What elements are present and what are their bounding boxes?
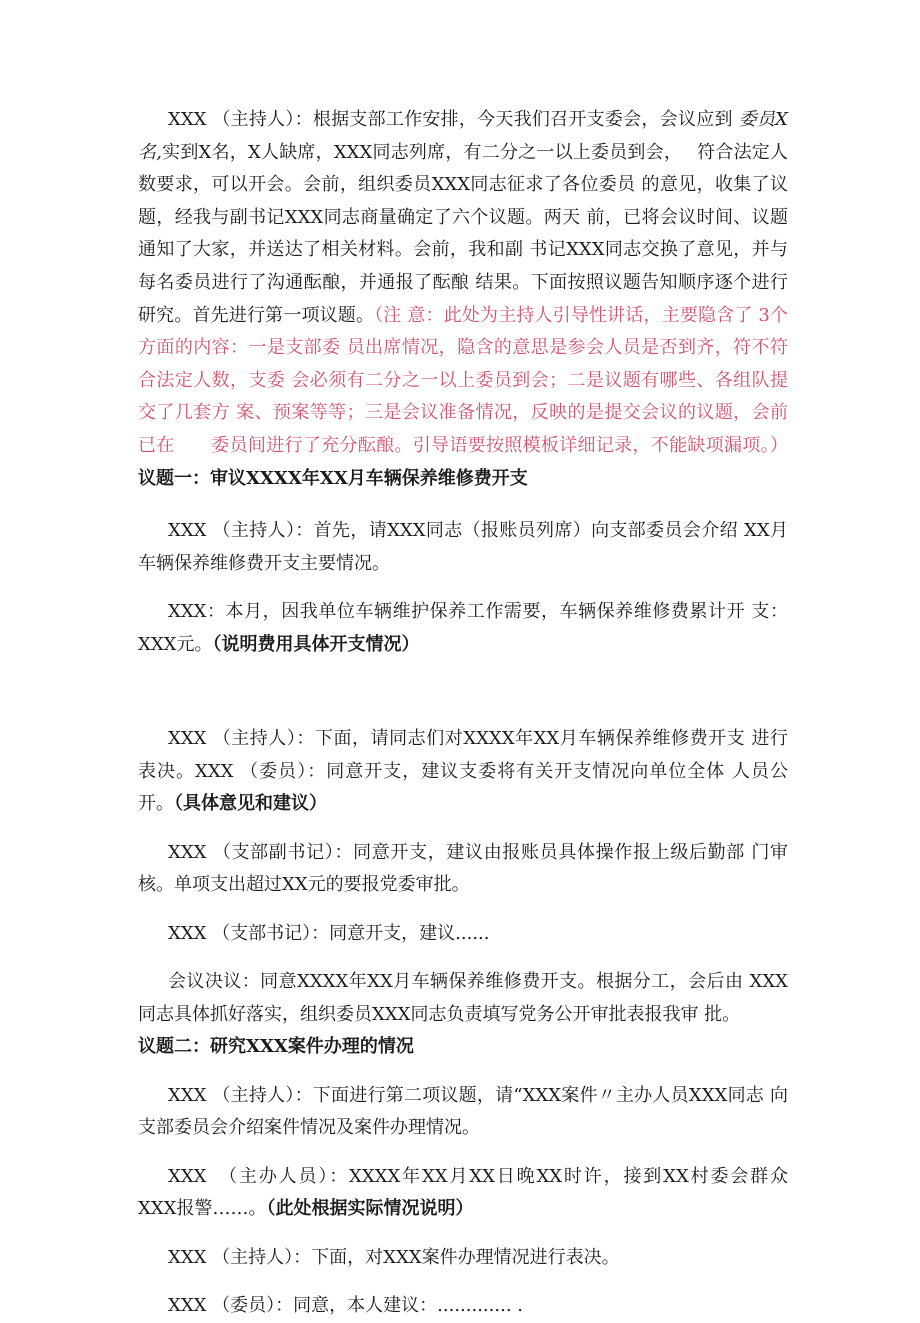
secretary-paragraph: XXX （支部书记）：同意开支，建议...... <box>168 922 490 944</box>
case-report-text: XXX （主办人员）：XXXX年XX月XX日晚XX时许，接到XX村委会群众 XXX报警……。 <box>138 1165 812 1220</box>
expense-report-note: （说明费用具体开支情况） <box>212 633 420 655</box>
member-opinion-paragraph: XXX （委员）：同意，本人建议：............. . <box>168 1295 523 1317</box>
case-vote-paragraph: XXX （主持人）：下面，对XXX案件办理情况进行表决。 <box>168 1246 620 1268</box>
opening-text-cont: 实到X名，X人缺席，XXX同志列席，有二分之一以上委员到会， 符合法定人数要求，可以开会。会前，组织委员XXX同志征求了各位委员 的意见，收集了议题，经我与副书记XXX同志商量确定了六个议题。两天 前，已将会议时间、议题通知了大家，并送达了相关材料。会前，我和副 书记XXX同志交换了意见，并与每名委员进行了沟通酝酿，并通报了酝酿 结果。下面按照议题告知顺序逐个进行研究。首先进行第一项议题。 <box>138 141 788 326</box>
case-report-note: （此处根据实际情况说明） <box>266 1198 474 1220</box>
case-report-paragraph <box>138 1161 812 1226</box>
note-annotation: （注 意：此处为主持人引导性讲话，主要隐含了 3个方面的内容：一是支部委 员出席情况，隐含的意思是参会人员是否到齐，符不符合法定人数，支委 会必须有二分之一以上委员到会；二是议题有哪些、各组队提交了几套方 案、预案等等；三是会议准备情况，反映的是提交会议的议题，会前已在 委员间进行了充分酝酿。引导语要按照模板详细记录，不能缺项漏项。） <box>138 304 788 456</box>
opening-italic-text: 委员X名, <box>138 109 788 163</box>
vote-note: （具体意见和建议） <box>174 793 327 815</box>
expense-report-paragraph <box>138 596 788 661</box>
vote-text: XXX （主持人）：下面，请同志们对XXXX年XX月车辆保养维修费开支 进行表决。XXX （委员）：同意开支，建议支委将有关开支情况向单位全体 人员公开。 <box>138 728 788 815</box>
opening-text: XXX （主持人）：根据支部工作安排，今天我们召开支委会，会议应到 <box>168 109 739 130</box>
vote-paragraph <box>138 723 788 821</box>
opening-paragraph <box>138 104 788 495</box>
agenda-item-1-heading: 议题一：审议XXXX年XX月车辆保养维修费开支 <box>138 467 528 489</box>
deputy-secretary-paragraph: XXX （支部副书记）：同意开支，建议由报账员具体操作报上级后勤部 门审核。单项支出超过XX元的要报党委审批。 <box>138 841 788 896</box>
agenda-item-2-heading: 议题二：研究XXX案件办理的情况 <box>138 1036 414 1058</box>
document-body <box>138 104 812 1323</box>
resolution-paragraph: 会议决议：同意XXXX年XX月车辆保养维修费开支。根据分工，会后由 XXX同志具体抓好落实，组织委员XXX同志负责填写党务公开审批表报我审 批。 <box>138 971 788 1025</box>
case-intro-paragraph: XXX （主持人）：下面进行第二项议题，请“XXX案件〃主办人员XXX同志 向支部委员会介绍案件情况及案件办理情况。 <box>138 1084 788 1139</box>
host-intro-paragraph: XXX （主持人）：首先，请XXX同志（报账员列席）向支部委员会介绍 XX月车辆保养维修费开支主要情况。 <box>138 520 788 574</box>
expense-report-text: XXX：本月，因我单位车辆维护保养工作需要，车辆保养维修费累计开 支：XXX元。 <box>138 601 788 655</box>
